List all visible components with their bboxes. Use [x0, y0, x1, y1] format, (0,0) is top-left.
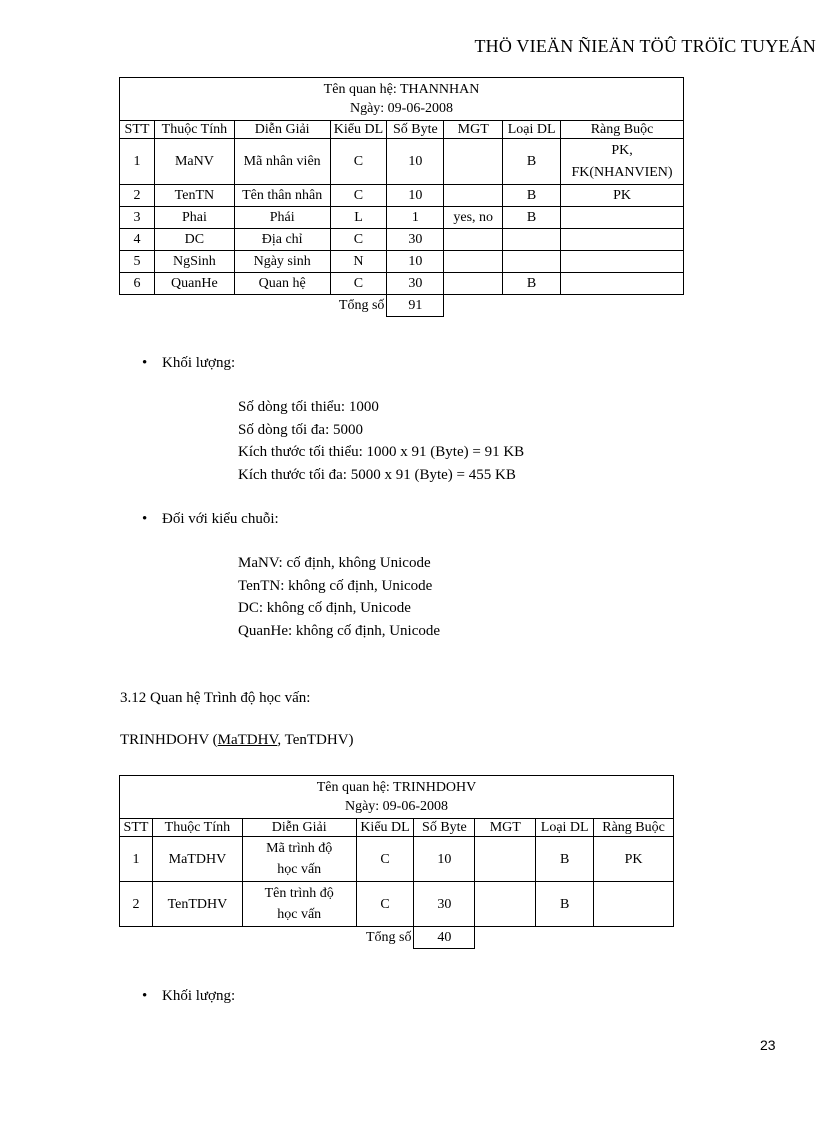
col-header: Diễn Giải	[234, 121, 330, 139]
table-cell	[561, 251, 684, 273]
table-cell: C	[330, 185, 387, 207]
table-row	[120, 139, 684, 185]
col-header: STT	[120, 121, 155, 139]
table-cell	[594, 882, 674, 927]
table-cell: B	[536, 837, 594, 882]
col-header: Diễn Giải	[242, 819, 356, 837]
table-cell: 30	[387, 229, 444, 251]
string-list	[238, 552, 440, 642]
col-header: Ràng Buộc	[594, 819, 674, 837]
table-cell: 5	[120, 251, 155, 273]
total-row	[120, 927, 674, 949]
table-cell: TenTDHV	[152, 882, 242, 927]
table-cell: DC	[154, 229, 234, 251]
table-row	[120, 882, 674, 927]
bullet-volume-2	[142, 988, 235, 1005]
bullet-dot-icon: •	[142, 511, 148, 527]
string-line: DC: không cố định, Unicode	[238, 600, 411, 617]
string-line: QuanHe: không cố định, Unicode	[238, 622, 441, 639]
relation-table-thannhan	[119, 77, 684, 317]
table-row	[120, 837, 674, 882]
relation-date: Ngày: 09-06-2008	[344, 799, 449, 814]
volume-list	[238, 396, 524, 486]
table-cell: MaTDHV	[152, 837, 242, 882]
table-row	[120, 251, 684, 273]
table-cell: 1	[387, 207, 444, 229]
relation-table-trinhdohv	[119, 775, 674, 949]
col-header: Số Byte	[387, 121, 444, 139]
bullet-volume	[142, 355, 235, 372]
table-cell: Mã trình độ học vấn	[242, 837, 356, 882]
table-row	[120, 185, 684, 207]
table-cell: C	[330, 229, 387, 251]
bullet-dot-icon: •	[142, 988, 148, 1004]
table-cell: 2	[120, 882, 153, 927]
relation-name: Tên quan hệ: TRINHDOHV	[316, 780, 477, 795]
schema-key: MaTDHV	[217, 732, 278, 748]
relation-name: Tên quan hệ: THANNHAN	[323, 82, 480, 97]
col-header: Ràng Buộc	[561, 121, 684, 139]
table-cell: QuanHe	[154, 273, 234, 295]
table-cell: N	[330, 251, 387, 273]
schema-suffix: , TenTDHV)	[277, 732, 354, 748]
table-cell: 30	[387, 273, 444, 295]
table-cell: 10	[387, 139, 444, 185]
header-row	[120, 121, 684, 139]
table-cell: Phai	[154, 207, 234, 229]
table-row	[120, 229, 684, 251]
table-cell: 1	[120, 139, 155, 185]
table-cell: Quan hệ	[234, 273, 330, 295]
table-cell: B	[503, 139, 561, 185]
total-row	[120, 295, 684, 317]
table-cell: 4	[120, 229, 155, 251]
col-header: Thuộc Tính	[152, 819, 242, 837]
col-header: Kiểu DL	[330, 121, 387, 139]
table-title	[120, 776, 674, 819]
table-cell: 1	[120, 837, 153, 882]
table-cell: 6	[120, 273, 155, 295]
table-cell: Ngày sinh	[234, 251, 330, 273]
table-cell: B	[503, 185, 561, 207]
table-cell	[475, 837, 536, 882]
col-header: MGT	[475, 819, 536, 837]
table-cell: Địa chỉ	[234, 229, 330, 251]
col-header: Thuộc Tính	[154, 121, 234, 139]
table-cell: B	[536, 882, 594, 927]
volume-line: Kích thước tối đa: 5000 x 91 (Byte) = 455 KB	[238, 466, 516, 483]
table-cell	[561, 207, 684, 229]
string-line: TenTN: không cố định, Unicode	[238, 577, 433, 594]
table-cell: Tên thân nhân	[234, 185, 330, 207]
table-cell: 10	[387, 185, 444, 207]
table-cell	[561, 273, 684, 295]
table-cell	[444, 273, 503, 295]
table-cell: C	[330, 139, 387, 185]
table-cell: C	[356, 837, 414, 882]
bullet-strings	[142, 511, 279, 528]
header-row	[120, 819, 674, 837]
table-cell: B	[503, 273, 561, 295]
relation-date: Ngày: 09-06-2008	[349, 101, 454, 116]
bullet-dot-icon: •	[142, 355, 148, 371]
table-title	[120, 78, 684, 121]
string-line: MaNV: cố định, không Unicode	[238, 555, 431, 571]
table-cell: 30	[414, 882, 475, 927]
col-header: Loại DL	[536, 819, 594, 837]
table-cell: 2	[120, 185, 155, 207]
table-row	[120, 273, 684, 295]
section-heading: 3.12 Quan hệ Trình độ học vấn:	[120, 690, 311, 706]
total-label: Tổng số	[365, 930, 412, 946]
total-label: Tổng số	[338, 298, 385, 314]
table-cell: TenTN	[154, 185, 234, 207]
relation-schema	[120, 732, 354, 749]
schema-prefix: TRINHDOHV (	[120, 732, 218, 748]
table-row	[120, 207, 684, 229]
col-header: Loại DL	[503, 121, 561, 139]
total-value: 91	[387, 295, 444, 317]
col-header: MGT	[444, 121, 503, 139]
total-value: 40	[414, 927, 475, 949]
table-cell: PK, FK(NHANVIEN)	[561, 139, 684, 185]
table-cell: PK	[594, 837, 674, 882]
table-cell: MaNV	[154, 139, 234, 185]
table-cell	[561, 229, 684, 251]
table-cell	[444, 139, 503, 185]
table-cell	[503, 251, 561, 273]
table-cell	[503, 229, 561, 251]
table-cell: C	[356, 882, 414, 927]
volume-line: Số dòng tối đa: 5000	[238, 421, 364, 438]
table-cell	[444, 229, 503, 251]
table-cell: 3	[120, 207, 155, 229]
table-cell	[444, 251, 503, 273]
page-number: 23	[760, 1037, 776, 1053]
table-cell: Tên trình độ học vấn	[242, 882, 356, 927]
table-cell: L	[330, 207, 387, 229]
table-cell: PK	[561, 185, 684, 207]
bullet-text: Đối với kiểu chuỗi:	[162, 511, 279, 527]
table-cell: NgSinh	[154, 251, 234, 273]
volume-line: Số dòng tối thiểu: 1000	[238, 399, 379, 415]
table-cell: C	[330, 273, 387, 295]
col-header: Số Byte	[414, 819, 475, 837]
table-cell: Phái	[234, 207, 330, 229]
table-cell: 10	[414, 837, 475, 882]
table-cell	[444, 185, 503, 207]
page-header: THÖ VIEÄN ÑIEÄN TÖÛ TRÖÏC TUYEÁN	[474, 36, 816, 56]
bullet-text: Khối lượng:	[162, 355, 236, 371]
bullet-text: Khối lượng:	[162, 988, 236, 1004]
table-cell	[475, 882, 536, 927]
volume-line: Kích thước tối thiểu: 1000 x 91 (Byte) = 91 KB	[238, 444, 525, 461]
table-cell: 10	[387, 251, 444, 273]
table-cell: yes, no	[444, 207, 503, 229]
table-cell: B	[503, 207, 561, 229]
table-cell: Mã nhân viên	[234, 139, 330, 185]
col-header: Kiểu DL	[356, 819, 414, 837]
col-header: STT	[120, 819, 153, 837]
